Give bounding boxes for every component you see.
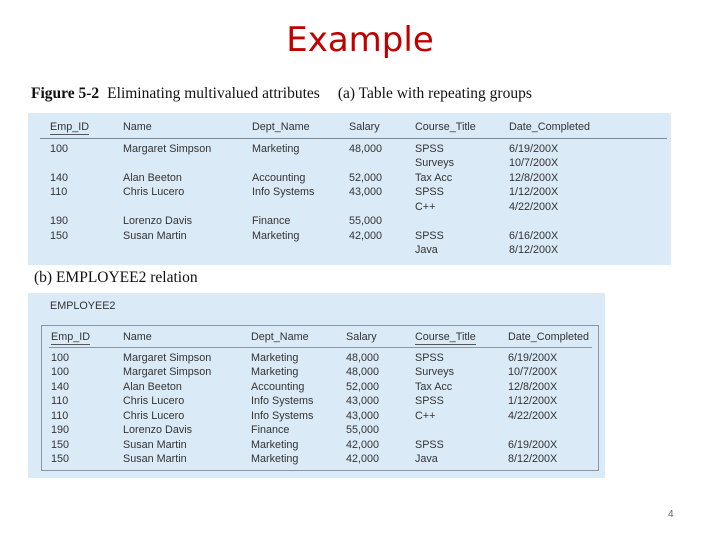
- figure-caption: [31, 85, 532, 103]
- table-cell: 43,000: [346, 395, 380, 407]
- table-a-panel: [28, 113, 671, 265]
- table-cell: Lorenzo Davis: [123, 215, 193, 227]
- table-cell: Java: [415, 244, 438, 256]
- column-header: Dept_Name: [252, 121, 310, 133]
- table-b-header-divider: [49, 347, 592, 348]
- table-cell: Info Systems: [252, 186, 315, 198]
- slide-title: Example: [286, 20, 434, 60]
- table-cell: SPSS: [415, 186, 444, 198]
- table-cell: 52,000: [346, 381, 380, 393]
- table-cell: 48,000: [346, 366, 380, 378]
- table-cell: 42,000: [346, 439, 380, 451]
- table-cell: SPSS: [415, 352, 444, 364]
- table-cell: 100: [51, 366, 70, 378]
- table-cell: Marketing: [251, 366, 299, 378]
- table-cell: 190: [51, 424, 70, 436]
- column-header: Name: [123, 121, 152, 133]
- column-header: Date_Completed: [509, 121, 591, 133]
- table-cell: Margaret Simpson: [123, 143, 212, 155]
- table-cell: Surveys: [415, 157, 455, 169]
- table-cell: Accounting: [251, 381, 305, 393]
- table-cell: Susan Martin: [123, 453, 187, 465]
- table-cell: 12/8/200X: [508, 381, 558, 393]
- table-cell: C++: [415, 201, 436, 213]
- column-header: Emp_ID: [50, 121, 90, 133]
- table-cell: 12/8/200X: [509, 172, 559, 184]
- table-cell: 150: [51, 439, 70, 451]
- column-header: Salary: [349, 121, 380, 133]
- table-cell: 43,000: [349, 186, 383, 198]
- relation-name: EMPLOYEE2: [50, 300, 116, 312]
- table-cell: 10/7/200X: [508, 366, 558, 378]
- table-cell: 55,000: [346, 424, 380, 436]
- column-header: Name: [123, 331, 152, 343]
- table-cell: 6/16/200X: [509, 230, 559, 242]
- column-header: Dept_Name: [251, 331, 309, 343]
- table-cell: 8/12/200X: [508, 453, 558, 465]
- table-cell: 150: [51, 453, 70, 465]
- table-cell: SPSS: [415, 230, 444, 242]
- table-cell: 1/12/200X: [508, 395, 558, 407]
- table-cell: Marketing: [251, 352, 299, 364]
- table-cell: Chris Lucero: [123, 186, 185, 198]
- table-cell: 150: [50, 230, 69, 242]
- table-a-header-divider: [40, 138, 667, 139]
- table-cell: Info Systems: [251, 410, 314, 422]
- table-cell: 110: [50, 186, 68, 198]
- table-cell: 48,000: [346, 352, 380, 364]
- part-b-label: (b) EMPLOYEE2 relation: [34, 269, 198, 286]
- table-cell: Alan Beeton: [123, 172, 182, 184]
- table-cell: 10/7/200X: [509, 157, 559, 169]
- table-cell: 190: [50, 215, 69, 227]
- table-cell: 42,000: [346, 453, 380, 465]
- table-cell: Margaret Simpson: [123, 352, 212, 364]
- table-b-box: [41, 325, 599, 471]
- column-header: Date_Completed: [508, 331, 590, 343]
- column-header: Salary: [346, 331, 377, 343]
- table-cell: 110: [51, 410, 69, 422]
- column-header: Course_Title: [415, 121, 476, 133]
- table-cell: 52,000: [349, 172, 383, 184]
- table-cell: Susan Martin: [123, 439, 187, 451]
- table-cell: C++: [415, 410, 436, 422]
- table-cell: SPSS: [415, 143, 444, 155]
- table-cell: Info Systems: [251, 395, 314, 407]
- table-cell: Marketing: [251, 439, 299, 451]
- table-b-panel: [28, 293, 605, 478]
- table-cell: 42,000: [349, 230, 383, 242]
- table-cell: 4/22/200X: [508, 410, 558, 422]
- table-cell: SPSS: [415, 395, 444, 407]
- table-cell: 140: [50, 172, 69, 184]
- table-cell: Lorenzo Davis: [123, 424, 193, 436]
- table-cell: Susan Martin: [123, 230, 187, 242]
- table-cell: Marketing: [252, 143, 300, 155]
- column-header: Course_Title: [415, 331, 476, 343]
- table-cell: 1/12/200X: [509, 186, 559, 198]
- figure-number: Figure 5-2: [31, 85, 100, 102]
- table-cell: Chris Lucero: [123, 410, 185, 422]
- table-cell: 55,000: [349, 215, 383, 227]
- figure-caption-text: Eliminating multivalued attributes: [107, 85, 320, 102]
- table-cell: Surveys: [415, 366, 455, 378]
- table-cell: 4/22/200X: [509, 201, 559, 213]
- table-cell: Alan Beeton: [123, 381, 182, 393]
- page-number: 4: [668, 509, 674, 520]
- table-cell: Java: [415, 453, 438, 465]
- table-cell: Chris Lucero: [123, 395, 185, 407]
- table-cell: Tax Acc: [415, 172, 453, 184]
- figure-part-a-label: (a) Table with repeating groups: [337, 85, 532, 102]
- table-cell: 43,000: [346, 410, 380, 422]
- table-cell: Marketing: [252, 230, 300, 242]
- table-cell: 6/19/200X: [509, 143, 559, 155]
- table-cell: Finance: [252, 215, 291, 227]
- table-cell: 140: [51, 381, 70, 393]
- table-cell: 6/19/200X: [508, 352, 558, 364]
- table-cell: Tax Acc: [415, 381, 453, 393]
- table-cell: Accounting: [252, 172, 306, 184]
- table-cell: 48,000: [349, 143, 383, 155]
- table-cell: Margaret Simpson: [123, 366, 212, 378]
- table-cell: 110: [51, 395, 69, 407]
- table-cell: 100: [51, 352, 70, 364]
- table-cell: Finance: [251, 424, 290, 436]
- table-cell: 6/19/200X: [508, 439, 558, 451]
- table-cell: 100: [50, 143, 69, 155]
- table-cell: Marketing: [251, 453, 299, 465]
- table-cell: SPSS: [415, 439, 444, 451]
- table-cell: 8/12/200X: [509, 244, 559, 256]
- column-header: Emp_ID: [51, 331, 91, 343]
